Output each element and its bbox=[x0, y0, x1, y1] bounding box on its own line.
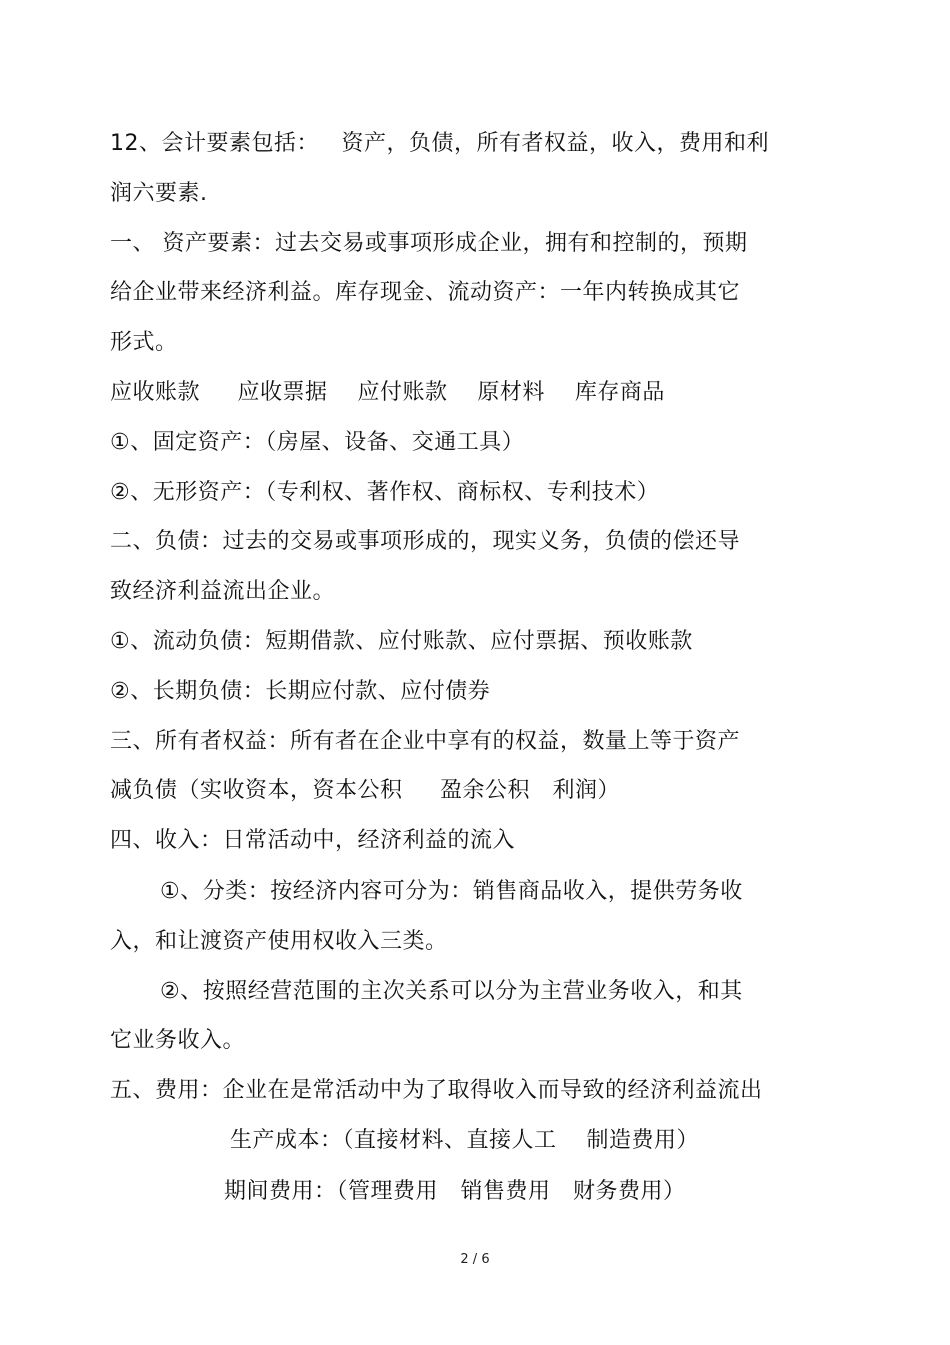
text-line: 三、所有者权益：所有者在企业中享有的权益，数量上等于资产 bbox=[110, 729, 741, 754]
text-line: 减负债（实收资本，资本公积 盈余公积 利润） bbox=[110, 778, 620, 803]
text-line: 润六要素. bbox=[110, 181, 208, 206]
text-line: ②、按照经营范围的主次关系可以分为主营业务收入，和其 bbox=[160, 979, 743, 1004]
text-line: ①、流动负债：短期借款、应付账款、应付票据、预收账款 bbox=[110, 629, 693, 654]
text-line: ①、分类：按经济内容可分为：销售商品收入，提供劳务收 bbox=[160, 879, 743, 904]
text-line: 形式。 bbox=[110, 330, 178, 355]
text-line: 它业务收入。 bbox=[110, 1028, 246, 1053]
text-line: 一、 资产要素：过去交易或事项形成企业，拥有和控制的，预期 bbox=[110, 231, 748, 256]
text-line: 四、收入：日常活动中，经济利益的流入 bbox=[110, 828, 516, 853]
text-line: 二、负债：过去的交易或事项形成的，现实义务，负债的偿还导 bbox=[110, 529, 741, 554]
text-line: 给企业带来经济利益。库存现金、流动资产：一年内转换成其它 bbox=[110, 280, 741, 305]
text-line: 入，和让渡资产使用权收入三类。 bbox=[110, 929, 448, 954]
text-line: 12、会计要素包括： 资产，负债，所有者权益，收入，费用和利 bbox=[110, 131, 769, 156]
text-line: 期间费用：（管理费用 销售费用 财务费用） bbox=[224, 1179, 686, 1204]
text-line: ①、固定资产：（房屋、设备、交通工具） bbox=[110, 430, 525, 455]
text-line: 致经济利益流出企业。 bbox=[110, 579, 336, 604]
text-line: 五、费用：企业在是常活动中为了取得收入而导致的经济利益流出 bbox=[110, 1078, 763, 1103]
page-number: 2 / 6 bbox=[460, 1252, 490, 1267]
text-line: ②、长期负债：长期应付款、应付债券 bbox=[110, 679, 491, 704]
text-line: 应收账款 应收票据 应付账款 原材料 库存商品 bbox=[110, 380, 665, 405]
text-line: ②、无形资产：（专利权、著作权、商标权、专利技术） bbox=[110, 480, 660, 505]
text-line: 生产成本：（直接材料、直接人工 制造费用） bbox=[230, 1128, 699, 1153]
